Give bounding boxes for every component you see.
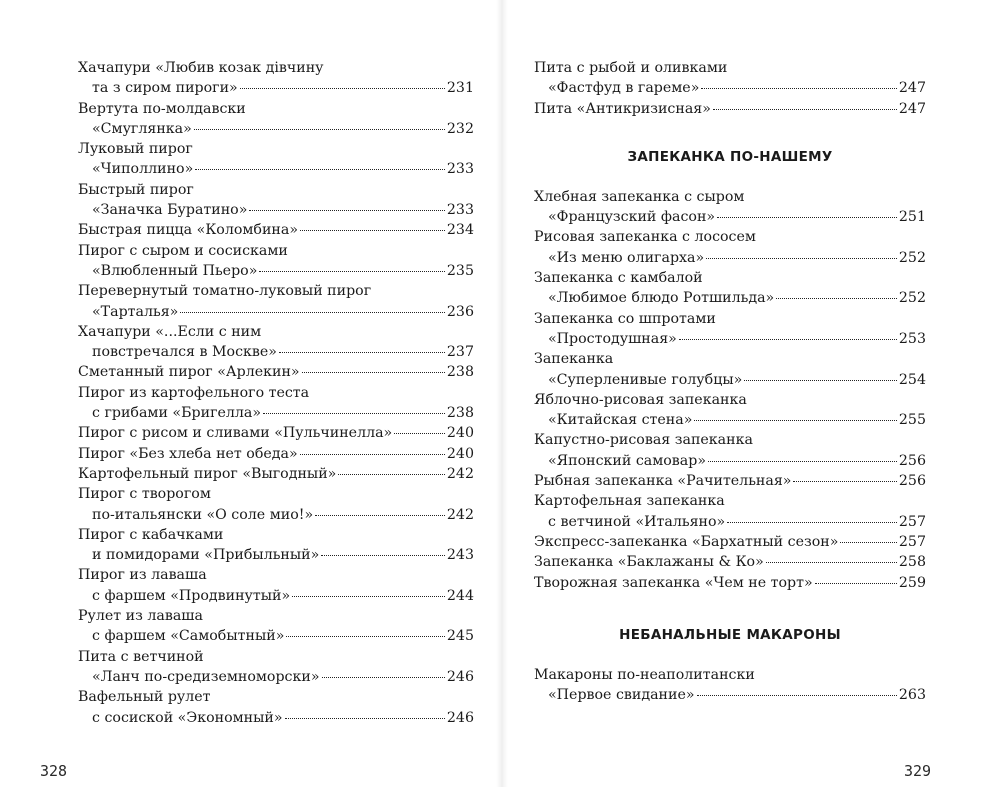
toc-entry-title: «Фастфуд в гареме» <box>548 80 700 97</box>
toc-entry-title: «Заначка Буратино» <box>92 202 248 219</box>
toc-entry-page: 236 <box>446 303 474 320</box>
dot-leader <box>249 210 445 211</box>
toc-entry-title: Пита с рыбой и оливками <box>534 60 728 76</box>
dot-leader <box>706 258 897 259</box>
toc-entry-title: повстречался в Москве» <box>92 344 277 361</box>
section-title-zapekanka: ЗАПЕКАНКА ПО-НАШЕМУ <box>627 148 833 165</box>
toc-entry-title: Вафельный рулет <box>78 689 211 706</box>
dot-leader <box>263 413 445 414</box>
toc-entry-title: Пирог с сыром и сосисками <box>78 242 288 259</box>
toc-entry-title: Запеканка с камбалой <box>534 270 703 287</box>
dot-leader <box>300 230 445 231</box>
toc-entry-page: 243 <box>446 547 474 564</box>
book-gutter <box>496 0 508 787</box>
page-number-right: 329 <box>904 762 932 780</box>
dot-leader <box>793 481 896 482</box>
toc-entry-page: 259 <box>898 574 926 591</box>
toc-entry-title: «Чиполлино» <box>92 161 194 178</box>
page-number-left: 328 <box>40 762 68 780</box>
toc-entry <box>78 423 474 443</box>
toc-entry-title: Пита с ветчиной <box>78 648 204 665</box>
toc-entry-title: Пирог «Без хлеба нет обеда» <box>78 445 298 462</box>
toc-entry-title: Запеканка «Баклажаны & Ко» <box>534 554 764 571</box>
toc-entry-title: Сметанный пирог «Арлекин» <box>78 364 300 381</box>
toc-entry <box>78 383 474 424</box>
toc-entry-title: Вертута по-молдавски <box>78 100 246 117</box>
dot-leader <box>279 352 445 353</box>
toc-entry-title: «Из меню олигарха» <box>548 249 705 266</box>
toc-entry-title: Хачапури «...Если с ним <box>78 323 262 340</box>
left-page-toc <box>78 58 474 728</box>
toc-entry-title: Пирог с рисом и сливами «Пульчинелла» <box>78 425 393 442</box>
toc-entry <box>78 647 474 688</box>
toc-entry <box>534 309 926 350</box>
dot-leader <box>694 420 897 421</box>
toc-entry-title: Яблочно-рисовая запеканка <box>534 391 747 408</box>
toc-entry-title: Запеканка <box>534 351 614 368</box>
dot-leader <box>321 555 445 556</box>
dot-leader <box>766 562 897 563</box>
toc-entry-title: «Любимое блюдо Ротшильда» <box>548 290 775 307</box>
toc-entry-page: 237 <box>446 344 474 361</box>
toc-entry-page: 256 <box>898 452 926 469</box>
toc-entry-page: 253 <box>898 330 926 347</box>
toc-entry <box>534 532 926 552</box>
toc-entry-title: «Японский самовар» <box>548 452 707 469</box>
toc-entry-title: Быстрая пицца «Коломбина» <box>78 222 299 239</box>
toc-entry <box>534 471 926 491</box>
toc-entry-title: и помидорами «Прибыльный» <box>92 547 320 564</box>
dot-leader <box>180 312 445 313</box>
toc-entry <box>78 139 474 180</box>
toc-entry-title: «Первое свидание» <box>548 687 695 704</box>
dot-leader <box>194 129 445 130</box>
toc-entry-title: Картофельный пирог «Выгодный» <box>78 465 337 482</box>
toc-entry <box>78 525 474 566</box>
dot-leader <box>259 271 445 272</box>
toc-entry-title: Капустно-рисовая запеканка <box>534 432 753 449</box>
toc-entry-page: 240 <box>446 445 474 462</box>
dot-leader <box>717 217 897 218</box>
toc-entry-title: с сосиской «Экономный» <box>92 709 283 726</box>
toc-entry-title: Луковый пирог <box>78 141 193 158</box>
toc-entry-title: с ветчиной «Итальяно» <box>548 513 726 530</box>
dot-leader <box>394 433 445 434</box>
toc-entry-title: Макароны по-неаполитански <box>534 666 755 683</box>
toc-entry <box>534 268 926 309</box>
right-page-toc <box>534 58 926 705</box>
toc-entry-page: 247 <box>898 100 926 117</box>
dot-leader <box>708 461 897 462</box>
toc-entry <box>534 491 926 532</box>
toc-entry <box>78 99 474 140</box>
toc-entry-page: 246 <box>446 709 474 726</box>
dot-leader <box>815 583 897 584</box>
toc-entry-title: Быстрый пирог <box>78 181 194 198</box>
dot-leader <box>240 88 445 89</box>
toc-entry-page: 238 <box>446 364 474 381</box>
toc-entry-page: 258 <box>898 554 926 571</box>
toc-entry <box>534 430 926 471</box>
toc-entry-page: 245 <box>446 628 474 645</box>
toc-entry-title: Рулет из лаваша <box>78 608 203 625</box>
toc-entry-title: «Простодушная» <box>548 330 677 347</box>
toc-entry-title: «Французский фасон» <box>548 209 716 226</box>
toc-entry <box>78 220 474 240</box>
toc-entry-page: 233 <box>446 161 474 178</box>
toc-entry-page: 257 <box>898 513 926 530</box>
toc-entry-title: Перевернутый томатно-луковый пирог <box>78 283 372 300</box>
toc-entry-title: «Смуглянка» <box>92 120 192 137</box>
toc-entry <box>534 349 926 390</box>
toc-entry <box>534 227 926 268</box>
toc-entry-title: «Тарталья» <box>92 303 179 320</box>
dot-leader <box>679 339 897 340</box>
toc-entry-page: 252 <box>898 249 926 266</box>
toc-entry-page: 238 <box>446 405 474 422</box>
toc-entry <box>78 322 474 363</box>
toc-entry-page: 242 <box>446 506 474 523</box>
dot-leader <box>701 88 897 89</box>
toc-entry-title: Пирог с кабачками <box>78 526 224 543</box>
dot-leader <box>286 636 445 637</box>
toc-entry-title: Творожная запеканка «Чем не торт» <box>534 574 813 591</box>
toc-entry-page: 256 <box>898 473 926 490</box>
toc-entry-page: 235 <box>446 262 474 279</box>
dot-leader <box>840 542 897 543</box>
toc-entry <box>78 464 474 484</box>
toc-entry-page: 255 <box>898 412 926 429</box>
toc-entry <box>78 484 474 525</box>
toc-entry <box>534 665 926 706</box>
dot-leader <box>744 380 897 381</box>
dot-leader <box>292 596 445 597</box>
toc-entry <box>534 99 926 119</box>
toc-entry-title: с фаршем «Самобытный» <box>92 628 285 645</box>
toc-entry <box>534 573 926 593</box>
toc-entry <box>78 241 474 282</box>
dot-leader <box>315 515 445 516</box>
toc-entry-title: по-итальянски «О соле мио!» <box>92 506 314 523</box>
toc-entry-title: Рыбная запеканка «Рачительная» <box>534 473 792 490</box>
toc-entry-title: Рисовая запеканка с лососем <box>534 229 756 246</box>
toc-entry-title: с фаршем «Продвинутый» <box>92 587 291 604</box>
dot-leader <box>302 372 445 373</box>
toc-entry-page: 233 <box>446 202 474 219</box>
toc-entry-title: та з сиром пироги» <box>92 80 238 97</box>
toc-entry-page: 244 <box>446 587 474 604</box>
toc-entry <box>534 552 926 572</box>
toc-entry-title: с грибами «Бригелла» <box>92 405 262 422</box>
toc-entry-page: 234 <box>446 222 474 239</box>
toc-entry-page: 257 <box>898 533 926 550</box>
dot-leader <box>300 454 445 455</box>
toc-entry-title: Пирог из картофельного теста <box>78 384 310 401</box>
toc-entry <box>534 58 926 99</box>
toc-entry <box>78 58 474 99</box>
dot-leader <box>776 298 897 299</box>
toc-entry-page: 232 <box>446 120 474 137</box>
toc-entry <box>78 362 474 382</box>
dot-leader <box>285 718 445 719</box>
toc-entry-title: Хачапури «Любив козак дівчину <box>78 60 324 76</box>
toc-entry <box>78 180 474 221</box>
toc-entry <box>78 565 474 606</box>
section-title-makarony: НЕБАНАЛЬНЫЕ МАКАРОНЫ <box>619 626 841 643</box>
toc-entry-page: 246 <box>446 668 474 685</box>
toc-entry-page: 252 <box>898 290 926 307</box>
toc-entry <box>78 606 474 647</box>
dot-leader <box>195 169 445 170</box>
toc-entry <box>534 390 926 431</box>
toc-entry-page: 254 <box>898 371 926 388</box>
toc-entry-title: «Ланч по-средиземноморски» <box>92 668 320 685</box>
toc-entry-title: Хлебная запеканка с сыром <box>534 188 745 205</box>
toc-entry-title: «Китайская стена» <box>548 412 693 429</box>
dot-leader <box>713 109 897 110</box>
toc-entry-page: 242 <box>446 465 474 482</box>
dot-leader <box>697 695 897 696</box>
toc-entry-page: 240 <box>446 425 474 442</box>
toc-entry-title: «Влюбленный Пьеро» <box>92 262 258 279</box>
toc-entry-title: Запеканка со шпротами <box>534 310 716 327</box>
toc-entry-title: Экспресс-запеканка «Бархатный сезон» <box>534 533 839 550</box>
toc-entry <box>78 281 474 322</box>
toc-entry-title: Пирог из лаваша <box>78 567 207 584</box>
toc-entry-page: 247 <box>898 80 926 97</box>
toc-entry-page: 251 <box>898 209 926 226</box>
toc-entry <box>78 687 474 728</box>
toc-entry-title: Пирог с творогом <box>78 486 211 503</box>
dot-leader <box>338 474 445 475</box>
dot-leader <box>727 522 897 523</box>
toc-entry-page: 263 <box>898 687 926 704</box>
toc-entry-page: 231 <box>446 80 474 97</box>
dot-leader <box>322 677 445 678</box>
toc-entry <box>78 444 474 464</box>
toc-entry <box>534 187 926 228</box>
toc-entry-title: Картофельная запеканка <box>534 493 725 510</box>
toc-entry-title: «Суперленивые голубцы» <box>548 371 743 388</box>
toc-entry-title: Пита «Антикризисная» <box>534 100 711 117</box>
